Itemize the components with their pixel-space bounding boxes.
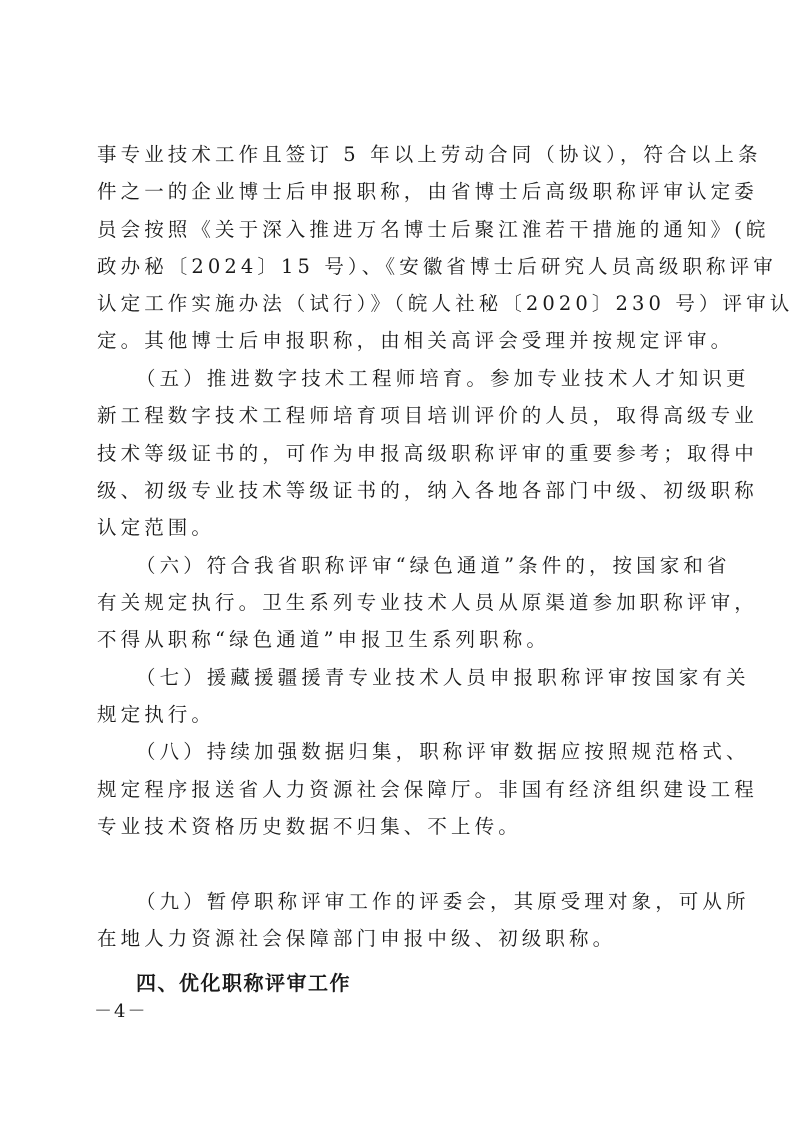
item-six-heading-line: （六）符合我省职称评审“绿色通道”条件的，按国家和省	[136, 554, 731, 577]
body-text-line: 规定程序报送省人力资源社会保障厅。非国有经济组织建设工程	[97, 778, 758, 801]
section-heading: 四、优化职称评审工作	[136, 971, 351, 995]
item-eight-heading-line: （八）持续加强数据归集，职称评审数据应按照规范格式、	[136, 740, 750, 763]
body-text-line: 认定范围。	[97, 516, 216, 539]
body-text-line: 事专业技术工作且签订 5 年以上劳动合同（协议），符合以上条	[97, 143, 762, 166]
body-text-line: 不得从职称“绿色通道”申报卫生系列职称。	[97, 628, 550, 651]
page-number: －4－	[94, 1001, 148, 1022]
body-text-line: 定。其他博士后申报职称，由相关高评会受理并按规定评审。	[97, 329, 735, 352]
item-nine-heading-line: （九）暂停职称评审工作的评委会，其原受理对象，可从所	[136, 890, 750, 913]
item-seven-heading-line: （七）援藏援疆援青专业技术人员申报职称评审按国家有关	[136, 666, 750, 689]
body-text-line: 有关规定执行。卫生系列专业技术人员从原渠道参加职称评审，	[97, 591, 758, 614]
body-text-line: 规定执行。	[97, 703, 216, 726]
body-text-line: 专业技术资格历史数据不归集、不上传。	[97, 815, 522, 838]
body-text-line: 员会按照《关于深入推进万名博士后聚江淮若干措施的通知》(皖	[97, 218, 770, 241]
body-text-line: 新工程数字技术工程师培育项目培训评价的人员，取得高级专业	[97, 404, 758, 427]
body-text-line: 级、初级专业技术等级证书的，纳入各地各部门中级、初级职称	[97, 479, 758, 502]
body-text-line: 技术等级证书的，可作为申报高级职称评审的重要参考；取得中	[97, 442, 758, 465]
body-text-line: 认定工作实施办法（试行）》（皖人社秘〔2020〕230 号）评审认	[97, 292, 793, 315]
body-text-line: 政办秘〔2024〕15 号）、《安徽省博士后研究人员高级职称评审	[97, 255, 777, 278]
body-text-line: 在地人力资源社会保障部门申报中级、初级职称。	[97, 927, 617, 950]
item-five-heading-line: （五）推进数字技术工程师培育。参加专业技术人才知识更	[136, 367, 750, 390]
body-text-line: 件之一的企业博士后申报职称，由省博士后高级职称评审认定委	[97, 180, 758, 203]
